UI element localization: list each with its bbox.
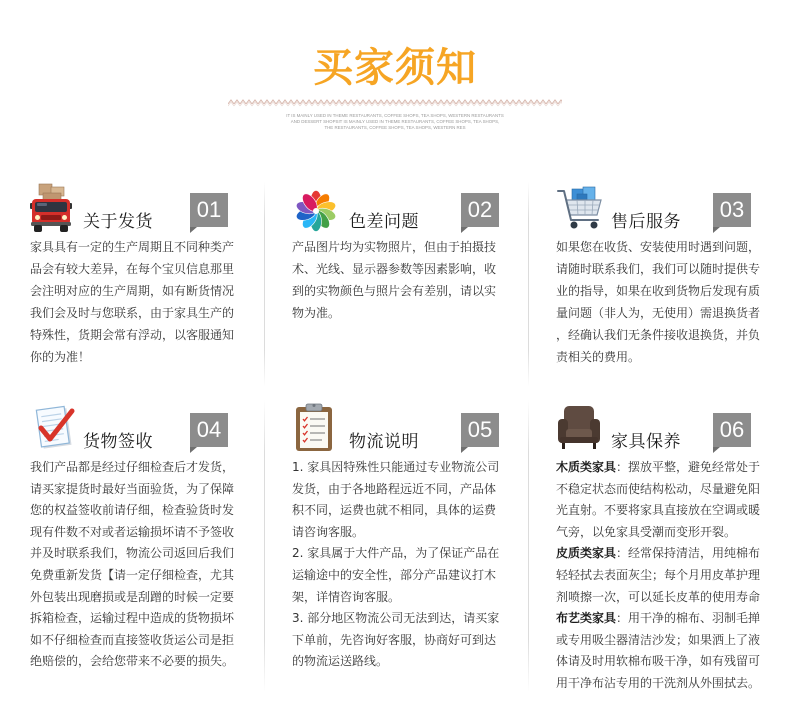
body-line: 气旁，以免家具受潮而变形开裂。 bbox=[556, 524, 737, 539]
card-body bbox=[556, 457, 760, 695]
body-line-text: ：用干净的棉布、羽制毛掸 bbox=[616, 611, 761, 626]
body-line: 运输途中的安全性，部分产品建议打木 bbox=[292, 567, 497, 582]
body-line: 下单前，先咨询好客服，协商好可到达 bbox=[292, 632, 497, 647]
body-line: 剂喷擦一次，可以延长皮革的使用寿命 bbox=[556, 589, 761, 604]
body-line: 你的为准！ bbox=[30, 350, 91, 364]
number-badge: 01 bbox=[190, 193, 228, 227]
body-line: 3. 部分地区物流公司无法到达，请买家 bbox=[292, 611, 500, 626]
checked-document-icon bbox=[32, 403, 76, 452]
card-title: 售后服务 bbox=[611, 212, 681, 232]
number-badge: 04 bbox=[190, 413, 228, 447]
card-body bbox=[30, 457, 234, 673]
body-line: 并及时联系我们，物流公司返回后我们 bbox=[30, 546, 235, 561]
card-title: 货物签收 bbox=[83, 432, 153, 452]
clipboard-checklist-icon bbox=[295, 402, 333, 452]
body-line: 体请及时用软棉布吸干净，如有残留可 bbox=[556, 654, 761, 669]
english-subtitle-line: AND DESSERT SHOPSIT IS MAINLY USED IN THEME RESTAURANTS, COFFEE SHOPS, TEA SHOPS, bbox=[290, 119, 500, 124]
column-divider bbox=[528, 400, 529, 692]
section-label: 布艺类家具 bbox=[556, 611, 617, 626]
body-line: 用干净布沾专用的干洗剂从外围拭去。 bbox=[556, 675, 761, 690]
body-line: 品会有较大差异，在每个宝贝信息那里 bbox=[30, 262, 235, 276]
body-line: ，经确认我们无条件接收退换货，并负 bbox=[556, 328, 761, 342]
body-line: 积不同，运费也就不相同，具体的运费 bbox=[292, 503, 497, 518]
card-body bbox=[30, 236, 234, 368]
body-line-text: ：摆放平整，避免经常处于 bbox=[616, 460, 761, 474]
armchair-icon bbox=[557, 404, 601, 450]
number-badge: 03 bbox=[713, 193, 751, 227]
card-title: 关于发货 bbox=[83, 212, 153, 232]
body-line bbox=[556, 457, 760, 479]
body-line: 特殊性，货期会常有浮动，以客服通知 bbox=[30, 328, 235, 342]
card-title: 色差问题 bbox=[349, 212, 419, 232]
body-line: 1. 家具因特殊性只能通过专业物流公司 bbox=[292, 460, 500, 474]
body-line bbox=[556, 608, 760, 630]
body-line: 轻轻拭去表面灰尘；每个月用皮革护理 bbox=[556, 567, 761, 582]
body-line: 的物流运送路线。 bbox=[292, 654, 389, 669]
column-divider bbox=[528, 182, 529, 387]
body-line: 请咨询客服。 bbox=[292, 524, 365, 539]
body-line: 2. 家具属于大件产品，为了保证产品在 bbox=[292, 546, 500, 561]
color-palette-icon bbox=[292, 190, 340, 232]
body-line: 或专用吸尘器清洁沙发；如果洒上了液 bbox=[556, 632, 761, 647]
body-line: 量问题（非人为，无使用）需退换货者 bbox=[556, 306, 761, 320]
body-line: 物为准。 bbox=[292, 306, 341, 320]
body-line-text: ：经常保持清洁，用纯棉布 bbox=[616, 546, 761, 561]
truck-icon bbox=[30, 183, 72, 233]
english-subtitle-line: THE RESTAURANTS, COFFEE SHOPS, TEA SHOPS, WESTERN RES bbox=[324, 125, 466, 130]
card-title: 家具保养 bbox=[611, 432, 681, 452]
body-line: 不稳定状态而使结构松动，尽量避免阳 bbox=[556, 481, 761, 496]
body-line: 绝赔偿的，会给您带来不必要的损失。 bbox=[30, 654, 235, 669]
number-badge: 06 bbox=[713, 413, 751, 447]
body-line: 现有件数不对或者运输损坏请不予签收 bbox=[30, 524, 235, 539]
body-line: 到的实物颜色与照片会有差别，请以实 bbox=[292, 284, 497, 298]
notice-card-furniture-care bbox=[556, 400, 790, 700]
body-line: 外包装出现磨损或是刮蹭的时候一定要 bbox=[30, 589, 235, 604]
body-line: 光直射。不要将家具直接放在空调或暖 bbox=[556, 503, 761, 518]
zigzag-divider bbox=[228, 98, 562, 107]
number-badge: 02 bbox=[461, 193, 499, 227]
body-line: 我们会及时与您联系，由于家具生产的 bbox=[30, 306, 235, 320]
card-body bbox=[292, 236, 496, 324]
body-line: 责相关的费用。 bbox=[556, 350, 641, 364]
number-badge: 05 bbox=[461, 413, 499, 447]
body-line: 业的指导，如果在收到货物后发现有质 bbox=[556, 284, 761, 298]
body-line: 家具具有一定的生产周期且不同种类产 bbox=[30, 240, 235, 254]
body-line: 如果您在收货、安装使用时遇到问题， bbox=[556, 240, 761, 254]
card-body bbox=[292, 457, 499, 673]
body-line: 您的权益签收前请仔细，检查验货时发 bbox=[30, 503, 235, 518]
body-line: 我们产品都是经过仔细检查后才发货， bbox=[30, 460, 235, 474]
section-label: 木质类家具 bbox=[556, 460, 617, 474]
body-line: 发货，由于各地路程远近不同，产品体 bbox=[292, 481, 497, 496]
notice-card-delivery-receipt bbox=[30, 400, 266, 700]
body-line: 产品图片均为实物照片，但由于拍摄技 bbox=[292, 240, 497, 254]
body-line: 免费重新发货【请一定仔细检查，尤其 bbox=[30, 567, 235, 582]
shopping-cart-icon bbox=[557, 186, 603, 231]
body-line bbox=[556, 543, 760, 565]
body-line: 架，详情咨询客服。 bbox=[292, 589, 401, 604]
card-body bbox=[556, 236, 760, 368]
body-line: 如不仔细检查而直接签收货运公司是拒 bbox=[30, 632, 235, 647]
body-line: 请随时联系我们，我们可以随时提供专 bbox=[556, 262, 761, 276]
section-label: 皮质类家具 bbox=[556, 546, 617, 561]
body-line: 请买家提货时最好当面验货，为了保障 bbox=[30, 481, 235, 496]
english-subtitle-line: IT IS MAINLY USED IN THEME RESTAURANTS, COFFEE SHOPS, TEA SHOPS, WESTERN RESTAURANTS bbox=[286, 113, 504, 118]
body-line: 会注明对应的生产周期，如有断货情况 bbox=[30, 284, 235, 298]
body-line: 术、光线、显示器参数等因素影响，收 bbox=[292, 262, 497, 276]
page-title: 买家须知 bbox=[313, 45, 477, 91]
notice-card-logistics bbox=[292, 400, 528, 700]
card-title: 物流说明 bbox=[349, 432, 419, 452]
body-line: 拆箱检查，运输过程中造成的货物损坏 bbox=[30, 611, 235, 626]
english-subtitle bbox=[0, 113, 790, 131]
